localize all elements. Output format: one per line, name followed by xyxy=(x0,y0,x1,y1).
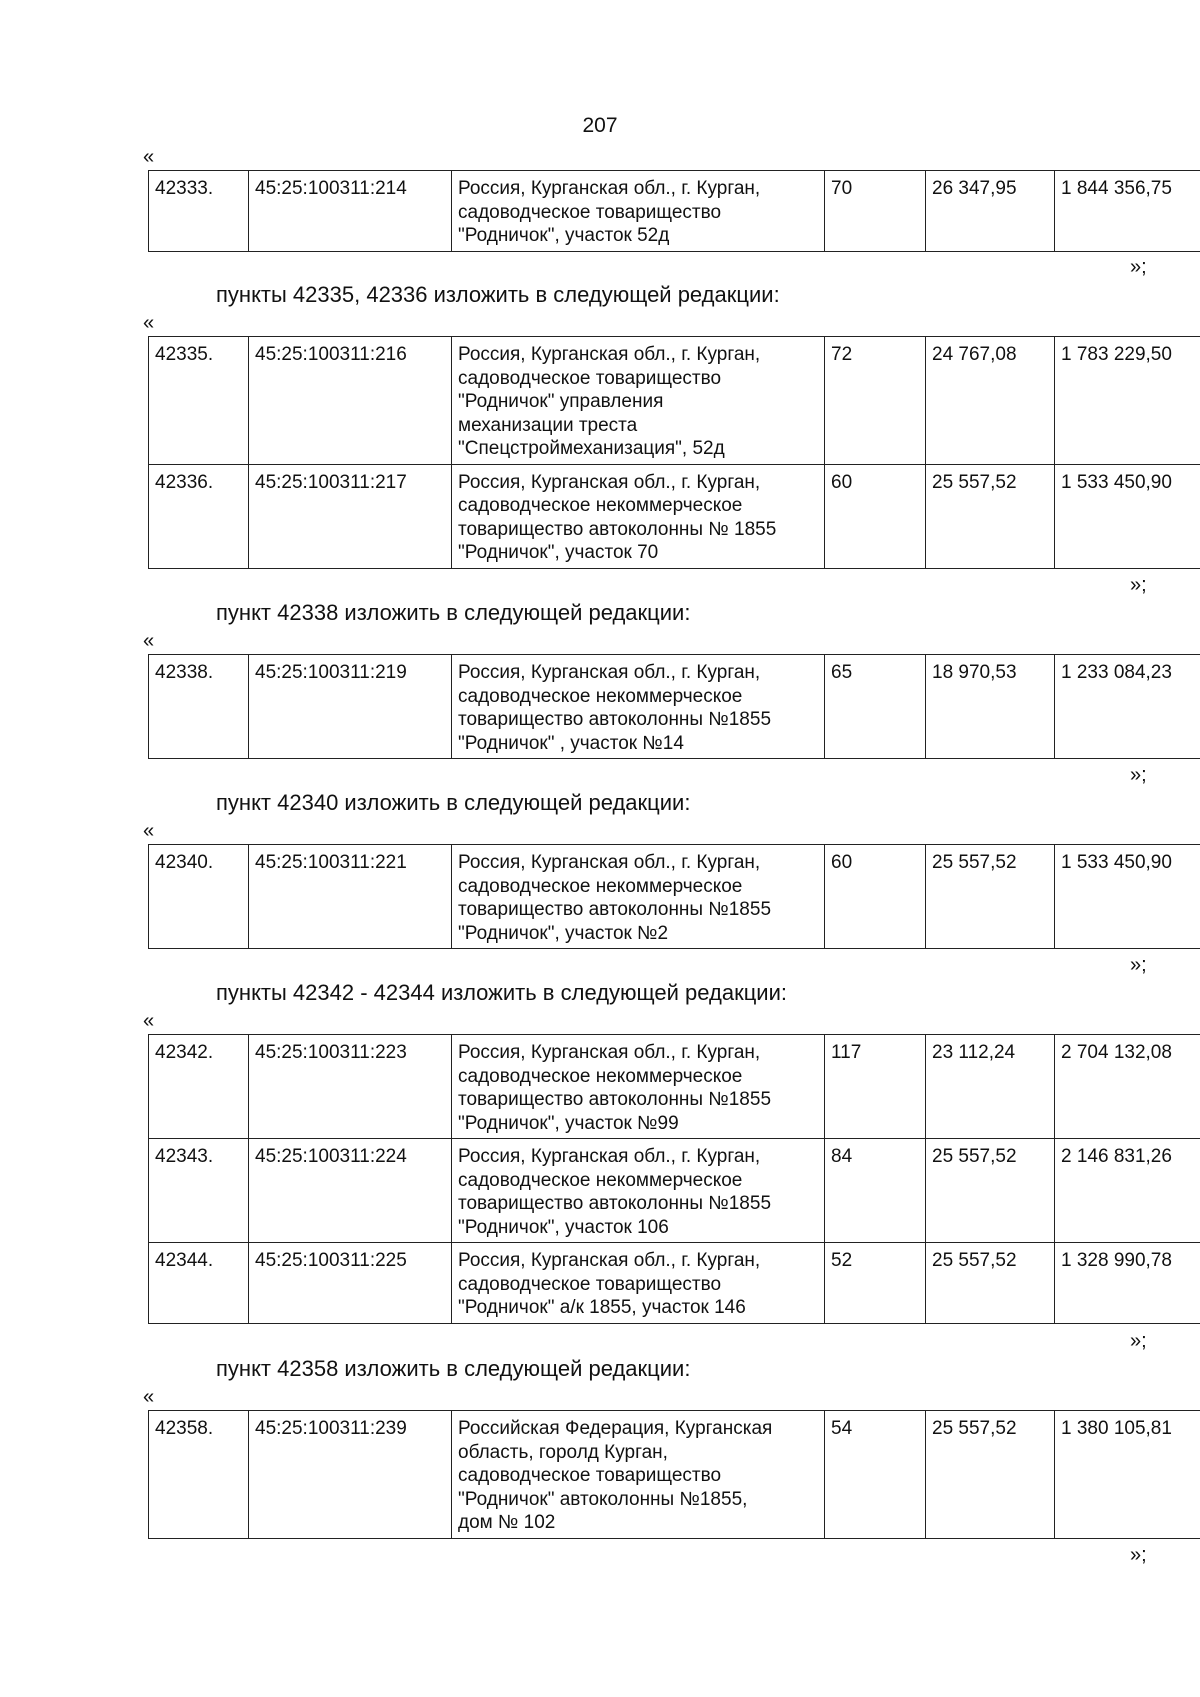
unit-price: 25 557,52 xyxy=(926,1243,1055,1324)
instruction-text: пункт 42358 изложить в следующей редакции: xyxy=(216,1356,691,1381)
unit-price: 23 112,24 xyxy=(926,1035,1055,1139)
total-value: 1 844 356,75 xyxy=(1055,171,1200,252)
cadastral-number: 45:25:100311:239 xyxy=(249,1411,452,1539)
item-number: 42338. xyxy=(149,655,249,759)
cadastral-number: 45:25:100311:225 xyxy=(249,1243,452,1324)
table-row xyxy=(149,171,1200,252)
amendment-table xyxy=(148,1034,1200,1324)
table-row xyxy=(149,1411,1200,1539)
total-value: 2 704 132,08 xyxy=(1055,1035,1200,1139)
table-row xyxy=(149,464,1200,568)
cadastral-number: 45:25:100311:217 xyxy=(249,464,452,568)
cadastral-number: 45:25:100311:219 xyxy=(249,655,452,759)
address: Россия, Курганская обл., г. Курган, садоводческое некоммерческое товарищество автоколонны №1855 "Родничок", участок №99 xyxy=(452,1035,825,1139)
address: Россия, Курганская обл., г. Курган, садоводческое некоммерческое товарищество автоколонны №1855 "Родничок", участок №2 xyxy=(452,845,825,949)
item-number: 42335. xyxy=(149,337,249,465)
address: Российская Федерация, Курганская область, горолд Курган, садоводческое товарищество "Родничок" автоколонны №1855, дом № 102 xyxy=(452,1411,825,1539)
item-number: 42343. xyxy=(149,1139,249,1243)
unit-price: 18 970,53 xyxy=(926,655,1055,759)
amendment-table xyxy=(148,1410,1200,1539)
address: Россия, Курганская обл., г. Курган, садоводческое некоммерческое товарищество автоколонны №1855 "Родничок", участок 106 xyxy=(452,1139,825,1243)
address: Россия, Курганская обл., г. Курган, садоводческое товарищество "Родничок" а/к 1855, участок 146 xyxy=(452,1243,825,1324)
unit-price: 25 557,52 xyxy=(926,1139,1055,1243)
unit-price: 24 767,08 xyxy=(926,337,1055,465)
address: Россия, Курганская обл., г. Курган, садоводческое некоммерческое товарищество автоколонны № 1855 "Родничок", участок 70 xyxy=(452,464,825,568)
total-value: 1 533 450,90 xyxy=(1055,845,1200,949)
address: Россия, Курганская обл., г. Курган, садоводческое товарищество "Родничок", участок 52д xyxy=(452,171,825,252)
table-row xyxy=(149,1035,1200,1139)
area-value: 54 xyxy=(825,1411,926,1539)
page-number: 207 xyxy=(582,114,618,137)
item-number: 42358. xyxy=(149,1411,249,1539)
item-number: 42336. xyxy=(149,464,249,568)
unit-price: 26 347,95 xyxy=(926,171,1055,252)
table-row xyxy=(149,655,1200,759)
cadastral-number: 45:25:100311:224 xyxy=(249,1139,452,1243)
close-quote: »; xyxy=(1130,954,1147,976)
area-value: 60 xyxy=(825,464,926,568)
address: Россия, Курганская обл., г. Курган, садоводческое некоммерческое товарищество автоколонны №1855 "Родничок" , участок №14 xyxy=(452,655,825,759)
open-quote: « xyxy=(143,630,155,652)
table-row xyxy=(149,337,1200,465)
area-value: 117 xyxy=(825,1035,926,1139)
instruction-text: пункты 42342 - 42344 изложить в следующей редакции: xyxy=(216,980,788,1005)
instruction-text: пункт 42340 изложить в следующей редакции: xyxy=(216,790,691,815)
table-row xyxy=(149,1139,1200,1243)
item-number: 42344. xyxy=(149,1243,249,1324)
unit-price: 25 557,52 xyxy=(926,845,1055,949)
unit-price: 25 557,52 xyxy=(926,464,1055,568)
item-number: 42342. xyxy=(149,1035,249,1139)
cadastral-number: 45:25:100311:223 xyxy=(249,1035,452,1139)
cadastral-number: 45:25:100311:216 xyxy=(249,337,452,465)
open-quote: « xyxy=(143,146,155,168)
instruction-text: пункты 42335, 42336 изложить в следующей редакции: xyxy=(216,282,780,307)
total-value: 1 233 084,23 xyxy=(1055,655,1200,759)
total-value: 1 380 105,81 xyxy=(1055,1411,1200,1539)
table-row xyxy=(149,1243,1200,1324)
open-quote: « xyxy=(143,1386,155,1408)
close-quote: »; xyxy=(1130,1544,1147,1566)
item-number: 42333. xyxy=(149,171,249,252)
open-quote: « xyxy=(143,820,155,842)
cadastral-number: 45:25:100311:214 xyxy=(249,171,452,252)
area-value: 52 xyxy=(825,1243,926,1324)
close-quote: »; xyxy=(1130,764,1147,786)
amendment-table xyxy=(148,844,1200,949)
amendment-table xyxy=(148,336,1200,569)
cadastral-number: 45:25:100311:221 xyxy=(249,845,452,949)
address: Россия, Курганская обл., г. Курган, садоводческое товарищество "Родничок" управления механизации треста "Спецстроймеханизация", 52д xyxy=(452,337,825,465)
table-row xyxy=(149,845,1200,949)
total-value: 1 328 990,78 xyxy=(1055,1243,1200,1324)
area-value: 72 xyxy=(825,337,926,465)
open-quote: « xyxy=(143,312,155,334)
amendment-table xyxy=(148,654,1200,759)
total-value: 2 146 831,26 xyxy=(1055,1139,1200,1243)
area-value: 70 xyxy=(825,171,926,252)
instruction-text: пункт 42338 изложить в следующей редакции: xyxy=(216,600,691,625)
item-number: 42340. xyxy=(149,845,249,949)
total-value: 1 533 450,90 xyxy=(1055,464,1200,568)
open-quote: « xyxy=(143,1010,155,1032)
total-value: 1 783 229,50 xyxy=(1055,337,1200,465)
amendment-table xyxy=(148,170,1200,252)
area-value: 65 xyxy=(825,655,926,759)
area-value: 84 xyxy=(825,1139,926,1243)
close-quote: »; xyxy=(1130,574,1147,596)
close-quote: »; xyxy=(1130,1330,1147,1352)
unit-price: 25 557,52 xyxy=(926,1411,1055,1539)
area-value: 60 xyxy=(825,845,926,949)
close-quote: »; xyxy=(1130,256,1147,278)
